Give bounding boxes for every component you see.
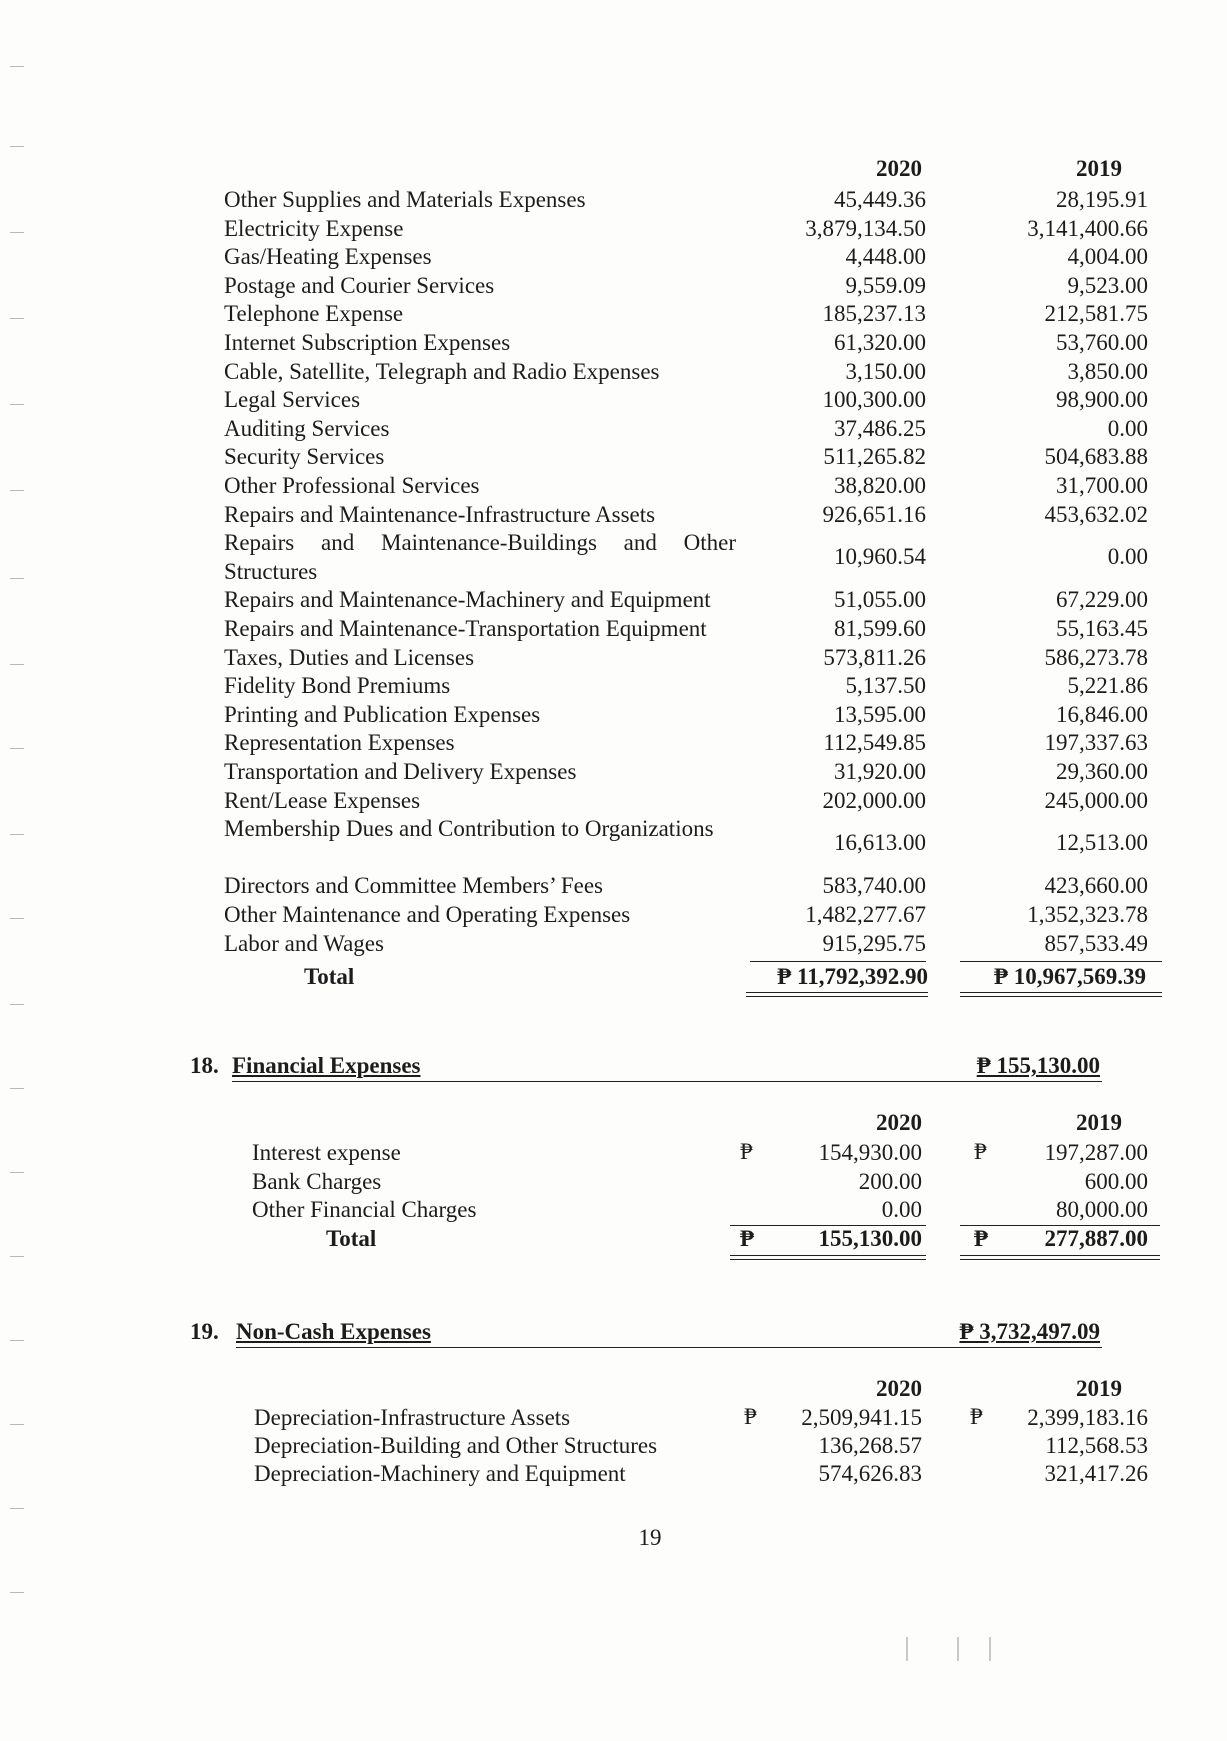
value-2020: 45,449.36 bbox=[834, 187, 926, 212]
value-2019: 245,000.00 bbox=[1044, 787, 1148, 813]
section-19-rule bbox=[236, 1347, 1102, 1348]
value-2019: 98,900.00 bbox=[1056, 387, 1148, 413]
row-label: Depreciation-Building and Other Structures bbox=[254, 1433, 658, 1459]
value-2019: 857,533.49 bbox=[1044, 930, 1148, 956]
row-label: Rent/Lease Expenses bbox=[224, 787, 421, 813]
total-2020: ₱ 11,792,392.90 bbox=[777, 964, 928, 989]
noncash-peso-2020: ₱ bbox=[744, 1404, 757, 1429]
row-label: Repairs and Maintenance-Transportation Equipment bbox=[224, 616, 707, 641]
value-2020: 154,930.00 bbox=[818, 1140, 922, 1165]
value-2020: 2,509,941.15 bbox=[801, 1405, 922, 1430]
value-2019: 31,700.00 bbox=[1056, 473, 1148, 498]
row-label: Transportation and Delivery Expenses bbox=[224, 759, 577, 784]
value-2019: 586,273.78 bbox=[1044, 644, 1148, 670]
value-2019: 197,337.63 bbox=[1044, 730, 1148, 756]
value-2019: 0.00 bbox=[1107, 415, 1148, 441]
noncash-peso-2019: ₱ bbox=[970, 1404, 983, 1429]
row-label: Depreciation-Machinery and Equipment bbox=[254, 1461, 626, 1487]
fin-double-rule-2020-b bbox=[730, 1259, 926, 1260]
value-2020: 37,486.25 bbox=[834, 415, 926, 441]
row-label: Internet Subscription Expenses bbox=[224, 330, 511, 355]
section-title-non-cash-expenses: Non-Cash Expenses bbox=[236, 1319, 431, 1344]
fin-double-rule-2019-a bbox=[960, 1255, 1160, 1256]
total-double-rule-2020-b bbox=[746, 996, 928, 997]
value-2020: 574,626.83 bbox=[818, 1461, 922, 1487]
row-label: Depreciation-Infrastructure Assets bbox=[254, 1405, 571, 1430]
row-label: Auditing Services bbox=[224, 415, 390, 441]
total-2019: ₱ 10,967,569.39 bbox=[993, 964, 1146, 989]
row-label: Repairs and Maintenance-Infrastructure Assets bbox=[224, 501, 656, 527]
subtotal-rule-2019 bbox=[960, 961, 1162, 962]
row-label: Representation Expenses bbox=[224, 730, 455, 756]
value-2020: 915,295.75 bbox=[822, 930, 926, 956]
row-label: Postage and Courier Services bbox=[224, 272, 495, 298]
value-2020: 583,740.00 bbox=[822, 873, 926, 899]
section-18-rule bbox=[232, 1081, 1102, 1082]
row-label: Taxes, Duties and Licenses bbox=[224, 644, 475, 670]
year-2019-header: 2019 bbox=[1076, 156, 1122, 181]
value-2020: 61,320.00 bbox=[834, 330, 926, 355]
value-2019: 600.00 bbox=[1084, 1168, 1148, 1194]
row-label: Telephone Expense bbox=[224, 301, 404, 327]
value-2019: 67,229.00 bbox=[1056, 587, 1148, 613]
value-2020: 51,055.00 bbox=[834, 587, 926, 613]
value-2020: 10,960.54 bbox=[834, 544, 926, 570]
row-label: Other Professional Services bbox=[224, 473, 480, 498]
value-2019: 53,760.00 bbox=[1056, 330, 1148, 355]
value-2019: 55,163.45 bbox=[1056, 616, 1148, 641]
fin-total-peso-2019: ₱ bbox=[974, 1226, 989, 1251]
value-2020: 1,482,277.67 bbox=[805, 902, 926, 927]
row-label: Bank Charges bbox=[252, 1168, 382, 1194]
value-2019: 0.00 bbox=[1107, 544, 1148, 570]
row-label: Interest expense bbox=[252, 1140, 401, 1165]
value-2019: 5,221.86 bbox=[1067, 673, 1148, 699]
scan-artifact bbox=[989, 1637, 991, 1661]
value-2019: 28,195.91 bbox=[1056, 187, 1148, 212]
peso-sign-2020: ₱ bbox=[740, 1139, 753, 1164]
page-number: 19 bbox=[638, 1525, 662, 1550]
row-label: Fidelity Bond Premiums bbox=[224, 673, 451, 699]
row-label: Repairs and Maintenance-Machinery and Equipment bbox=[224, 587, 711, 613]
noncash-year-2020-header: 2020 bbox=[876, 1376, 922, 1401]
fin-double-rule-2020-a bbox=[730, 1255, 926, 1256]
fin-total-2020: 155,130.00 bbox=[818, 1226, 922, 1251]
row-label: Electricity Expense bbox=[224, 215, 404, 241]
fin-total-peso-2020: ₱ bbox=[740, 1226, 755, 1251]
subtotal-rule-2020 bbox=[750, 961, 926, 962]
value-2020: 926,651.16 bbox=[822, 501, 926, 527]
value-2020: 38,820.00 bbox=[834, 473, 926, 498]
value-2019: 504,683.88 bbox=[1044, 444, 1148, 470]
value-2019: 12,513.00 bbox=[1056, 830, 1148, 856]
value-2019: 3,141,400.66 bbox=[1027, 215, 1148, 241]
value-2020: 511,265.82 bbox=[823, 444, 926, 470]
total-label: Total bbox=[304, 964, 355, 989]
value-2020: 31,920.00 bbox=[834, 759, 926, 784]
row-label: Cable, Satellite, Telegraph and Radio Expenses bbox=[224, 358, 660, 384]
peso-sign-2019: ₱ bbox=[974, 1139, 987, 1164]
row-label: Labor and Wages bbox=[224, 930, 384, 956]
value-2020: 202,000.00 bbox=[822, 787, 926, 813]
value-2019: 16,846.00 bbox=[1056, 701, 1148, 727]
value-2020: 200.00 bbox=[858, 1168, 922, 1194]
total-double-rule-2020-a bbox=[746, 992, 928, 993]
value-2020: 136,268.57 bbox=[818, 1433, 922, 1459]
row-label: Security Services bbox=[224, 444, 385, 470]
total-double-rule-2019-a bbox=[960, 992, 1162, 993]
row-label: Other Supplies and Materials Expenses bbox=[224, 187, 586, 212]
value-2020: 100,300.00 bbox=[822, 387, 926, 413]
fin-total-label: Total bbox=[326, 1226, 377, 1251]
row-label: Other Maintenance and Operating Expenses bbox=[224, 902, 631, 927]
value-2020: 16,613.00 bbox=[834, 830, 926, 856]
scan-artifact bbox=[957, 1637, 959, 1661]
value-2019: 1,352,323.78 bbox=[1027, 902, 1148, 927]
fin-year-2019-header: 2019 bbox=[1076, 1110, 1122, 1135]
value-2019: 423,660.00 bbox=[1044, 873, 1148, 899]
value-2020: 185,237.13 bbox=[822, 301, 926, 327]
row-label: Membership Dues and Contribution to Organizations bbox=[224, 816, 714, 842]
row-label: Other Financial Charges bbox=[252, 1197, 477, 1223]
scan-artifact bbox=[906, 1637, 908, 1661]
value-2019: 112,568.53 bbox=[1045, 1433, 1148, 1459]
total-double-rule-2019-b bbox=[960, 996, 1162, 997]
section-amount-19: ₱ 3,732,497.09 bbox=[959, 1319, 1100, 1344]
value-2019: 3,850.00 bbox=[1067, 358, 1148, 384]
value-2019: 197,287.00 bbox=[1044, 1140, 1148, 1165]
value-2020: 5,137.50 bbox=[845, 673, 926, 699]
value-2020: 9,559.09 bbox=[845, 272, 926, 298]
value-2020: 112,549.85 bbox=[823, 730, 926, 756]
fin-year-2020-header: 2020 bbox=[876, 1110, 922, 1135]
value-2020: 0.00 bbox=[881, 1197, 922, 1223]
row-label: Directors and Committee Members’ Fees bbox=[224, 873, 603, 899]
section-number-19: 19. bbox=[190, 1319, 219, 1344]
value-2019: 4,004.00 bbox=[1067, 244, 1148, 270]
section-title-financial-expenses: Financial Expenses bbox=[232, 1053, 421, 1078]
fin-double-rule-2019-b bbox=[960, 1259, 1160, 1260]
value-2019: 2,399,183.16 bbox=[1027, 1405, 1148, 1430]
row-label: Gas/Heating Expenses bbox=[224, 244, 432, 270]
value-2020: 3,150.00 bbox=[845, 358, 926, 384]
value-2019: 453,632.02 bbox=[1044, 501, 1148, 527]
value-2020: 13,595.00 bbox=[834, 701, 926, 727]
row-label: Printing and Publication Expenses bbox=[224, 701, 541, 727]
section-number-18: 18. bbox=[190, 1053, 219, 1078]
value-2020: 573,811.26 bbox=[823, 644, 926, 670]
row-label: Legal Services bbox=[224, 387, 361, 413]
value-2020: 4,448.00 bbox=[845, 244, 926, 270]
value-2019: 321,417.26 bbox=[1044, 1461, 1148, 1487]
value-2019: 80,000.00 bbox=[1056, 1197, 1148, 1223]
value-2019: 212,581.75 bbox=[1044, 301, 1148, 327]
year-2020-header: 2020 bbox=[876, 156, 922, 181]
value-2020: 81,599.60 bbox=[834, 616, 926, 641]
noncash-year-2019-header: 2019 bbox=[1076, 1376, 1122, 1401]
fin-total-2019: 277,887.00 bbox=[1044, 1226, 1148, 1251]
section-amount-18: ₱ 155,130.00 bbox=[976, 1053, 1100, 1078]
value-2019: 9,523.00 bbox=[1067, 272, 1148, 298]
value-2019: 29,360.00 bbox=[1056, 759, 1148, 784]
row-label: Repairs and Maintenance-Buildings and Other Structures bbox=[224, 530, 736, 584]
value-2020: 3,879,134.50 bbox=[805, 215, 926, 241]
